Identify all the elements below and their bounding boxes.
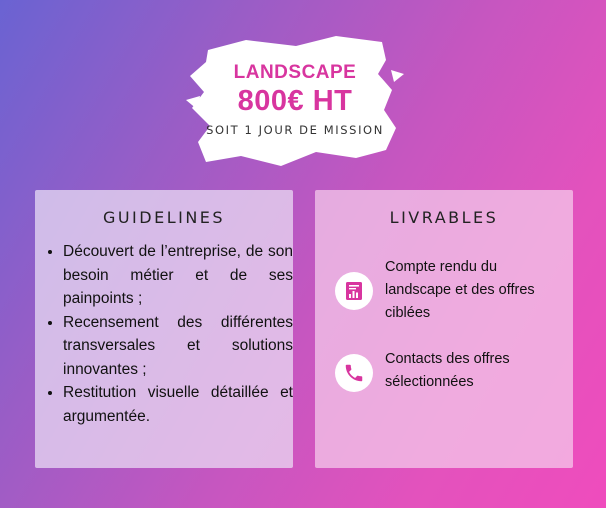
- phone-icon: [335, 354, 373, 392]
- offer-title: LANDSCAPE: [233, 62, 357, 83]
- offer-price: 800€ HT: [237, 85, 353, 117]
- livrables-card: [315, 190, 573, 468]
- livrables-title: LIVRABLES: [389, 208, 499, 227]
- list-item: • Restitution visuelle détaillée et argumentée.: [63, 381, 293, 428]
- livrable-text: Contacts des offres sélectionnées: [385, 351, 510, 390]
- guidelines-list: [45, 240, 293, 428]
- offer-subtitle: SOIT 1 JOUR DE MISSION: [206, 123, 384, 137]
- livrable-text: Compte rendu du landscape et des offres ciblées: [385, 259, 535, 321]
- guidelines-title: GUIDELINES: [102, 208, 226, 227]
- list-item: • Découvert de l’entreprise, de son besoin métier et de ses painpoints ;: [63, 240, 293, 311]
- guidelines-card: [35, 190, 293, 468]
- list-item: • Recensement des différentes transversales et solutions innovantes ;: [63, 311, 293, 382]
- report-icon: [335, 272, 373, 310]
